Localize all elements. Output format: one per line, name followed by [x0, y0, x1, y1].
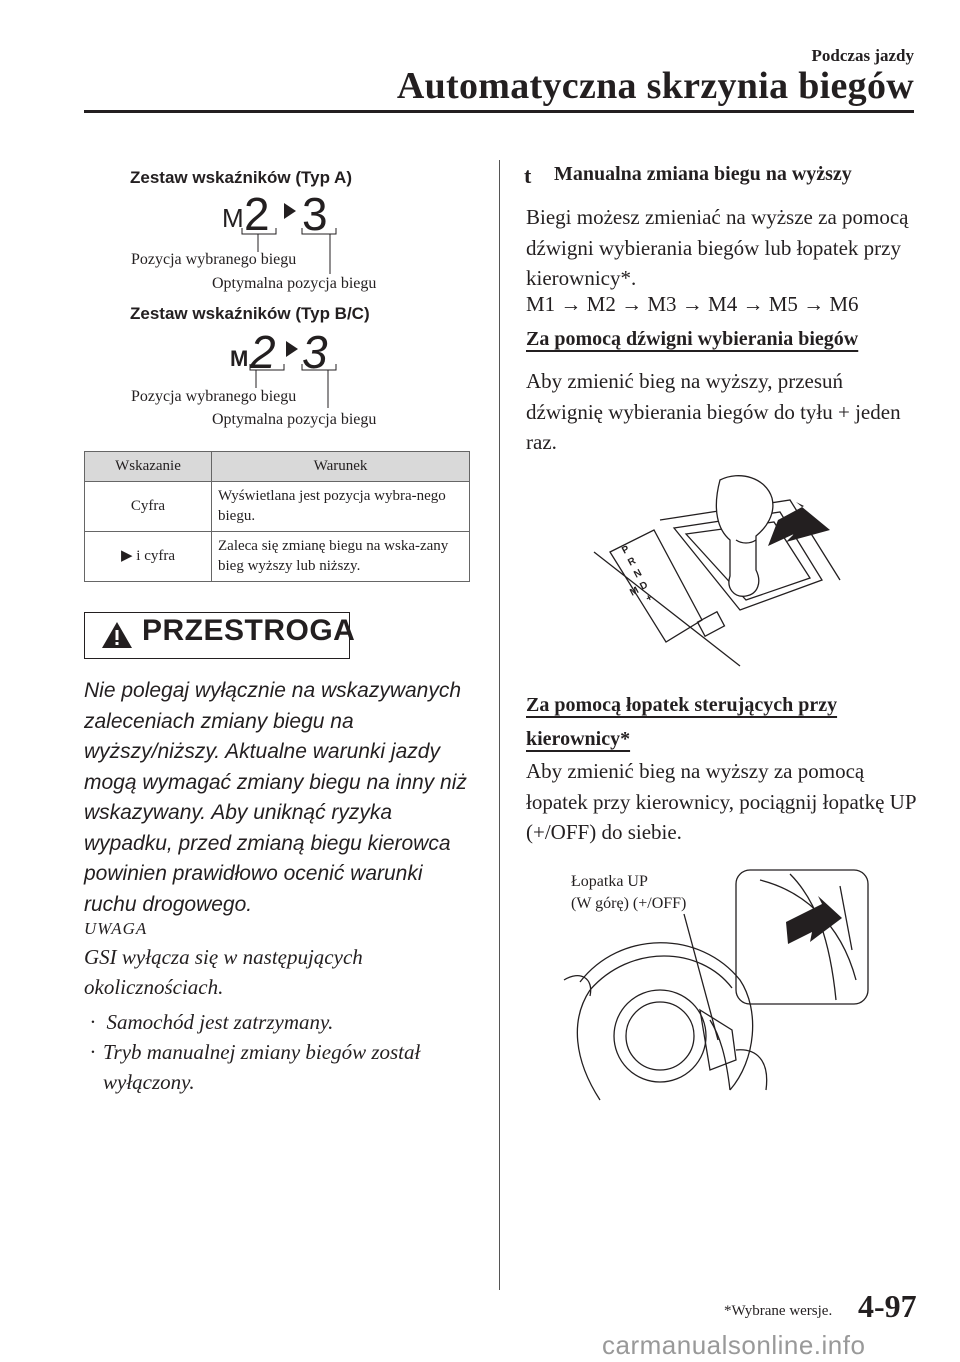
table-row	[85, 482, 470, 532]
shift-direction-arrow-icon	[768, 502, 830, 546]
watermark: carmanualsonline.info	[602, 1330, 866, 1360]
page-number: 4-97	[858, 1288, 917, 1324]
indicator-bc-selected-gear: 2	[250, 326, 276, 378]
paddles-text: Aby zmienić bieg na wyższy za pomocą łopatek przy kierownicy, pociągnij łopatkę UP (+/OFF) do siebie.	[526, 759, 916, 844]
gate-letter-r: R	[626, 555, 638, 569]
steering-wheel-illustration	[560, 860, 880, 1110]
indicator-bc-mode: M	[230, 346, 249, 371]
table-cell-indication: ▶ i cyfra	[85, 532, 212, 582]
page-title: Automatyczna skrzynia biegów	[396, 65, 914, 107]
indicator-bc-title: Zestaw wskaźników (Typ B/C)	[130, 304, 370, 323]
warning-triangle-icon	[100, 620, 134, 650]
indicator-a-title: Zestaw wskaźników (Typ A)	[130, 168, 352, 187]
indicator-a-mode: M	[222, 203, 244, 233]
selector-lever-text: Aby zmienić bieg na wyższy, przesuń dźwignię wybierania biegów do tyłu + jeden raz.	[526, 369, 901, 454]
gear-sequence: M1 → M2 → M3 → M4 → M5 → M6	[526, 292, 859, 316]
section-marker: t	[524, 163, 532, 188]
gate-letter-p: P	[620, 543, 632, 557]
table-cell-condition: Wyświetlana jest pozycja wybra-nego biegu.	[212, 482, 470, 532]
caution-text: Nie polegaj wyłącznie na wskazywanych zaleceniach zmiany biegu na wyższy/niższy. Aktualne warunki jazdy mogą wymagać zmiany biegu na inny niż wskazywany. Aby uniknąć ryzyka wypadku, przed zmianą biegu kierowca powinien prawidłowo ocenić warunki ruchu drogowego.	[84, 679, 467, 916]
paddle-label-line-2: (W górę) (+/OFF)	[571, 895, 687, 912]
gate-letter-d: D	[638, 579, 650, 593]
caution-label: PRZESTROGA	[142, 614, 356, 647]
gate-letter-n: N	[632, 567, 644, 581]
header-rule	[84, 110, 914, 113]
bullet-dot: ·	[90, 1010, 96, 1034]
note-heading: UWAGA	[84, 919, 148, 938]
table-cell-condition: Zaleca się zmianę biegu na wska-zany bieg wyższy lub niższy.	[212, 532, 470, 582]
subheading-selector-lever: Za pomocą dźwigni wybierania biegów	[526, 328, 859, 350]
indicator-a-suggested-gear: 3	[302, 190, 328, 240]
note-bullet-1-text: Samochód jest zatrzymany.	[106, 1010, 334, 1034]
shift-lever-illustration	[590, 470, 850, 670]
subheading-paddles: Za pomocą łopatek sterujących przy kierownicy*	[526, 694, 838, 750]
indicator-bc-suggested-gear: 3	[302, 326, 328, 378]
indicator-bc-arrow-icon	[286, 341, 298, 357]
paddle-label-line-1: Łopatka UP	[571, 873, 648, 890]
indicator-table	[84, 451, 470, 582]
indicator-a-caption-selected: Pozycja wybranego biegu	[131, 251, 297, 268]
note-intro: GSI wyłącza się w następujących okolicznościach.	[84, 945, 363, 999]
table-row	[85, 532, 470, 582]
table-header-condition: Warunek	[212, 452, 470, 482]
indicator-a-caption-optimal: Optymalna pozycja biegu	[212, 275, 377, 292]
table-header-indication: Wskazanie	[85, 452, 212, 482]
note-bullet-2-text: Tryb manualnej zmiany biegów został wyłączony.	[103, 1040, 421, 1094]
note-bullet-2	[90, 1037, 470, 1097]
bullet-dot: ·	[90, 1040, 96, 1064]
section-heading: Manualna zmiana biegu na wyższy	[554, 163, 852, 185]
indicator-a-arrow-icon	[284, 203, 296, 219]
column-divider	[499, 160, 500, 1290]
indicator-a-selected-gear: 2	[244, 190, 270, 240]
table-header-row	[85, 452, 470, 482]
upshift-intro: Biegi możesz zmieniać na wyższe za pomocą dźwigni wybierania biegów lub łopatek przy kierownicy*.	[526, 205, 909, 290]
section-label: Podczas jazdy	[811, 46, 914, 65]
footnote: *Wybrane wersje.	[724, 1303, 833, 1319]
indicator-bc-caption-optimal: Optymalna pozycja biegu	[212, 411, 377, 428]
note-bullet-1	[90, 1007, 333, 1037]
gate-letter-m: M	[628, 585, 641, 599]
gate-letter-plus: +	[644, 592, 655, 605]
table-cell-indication: Cyfra	[85, 482, 212, 532]
indicator-bc-caption-selected: Pozycja wybranego biegu	[131, 388, 297, 405]
